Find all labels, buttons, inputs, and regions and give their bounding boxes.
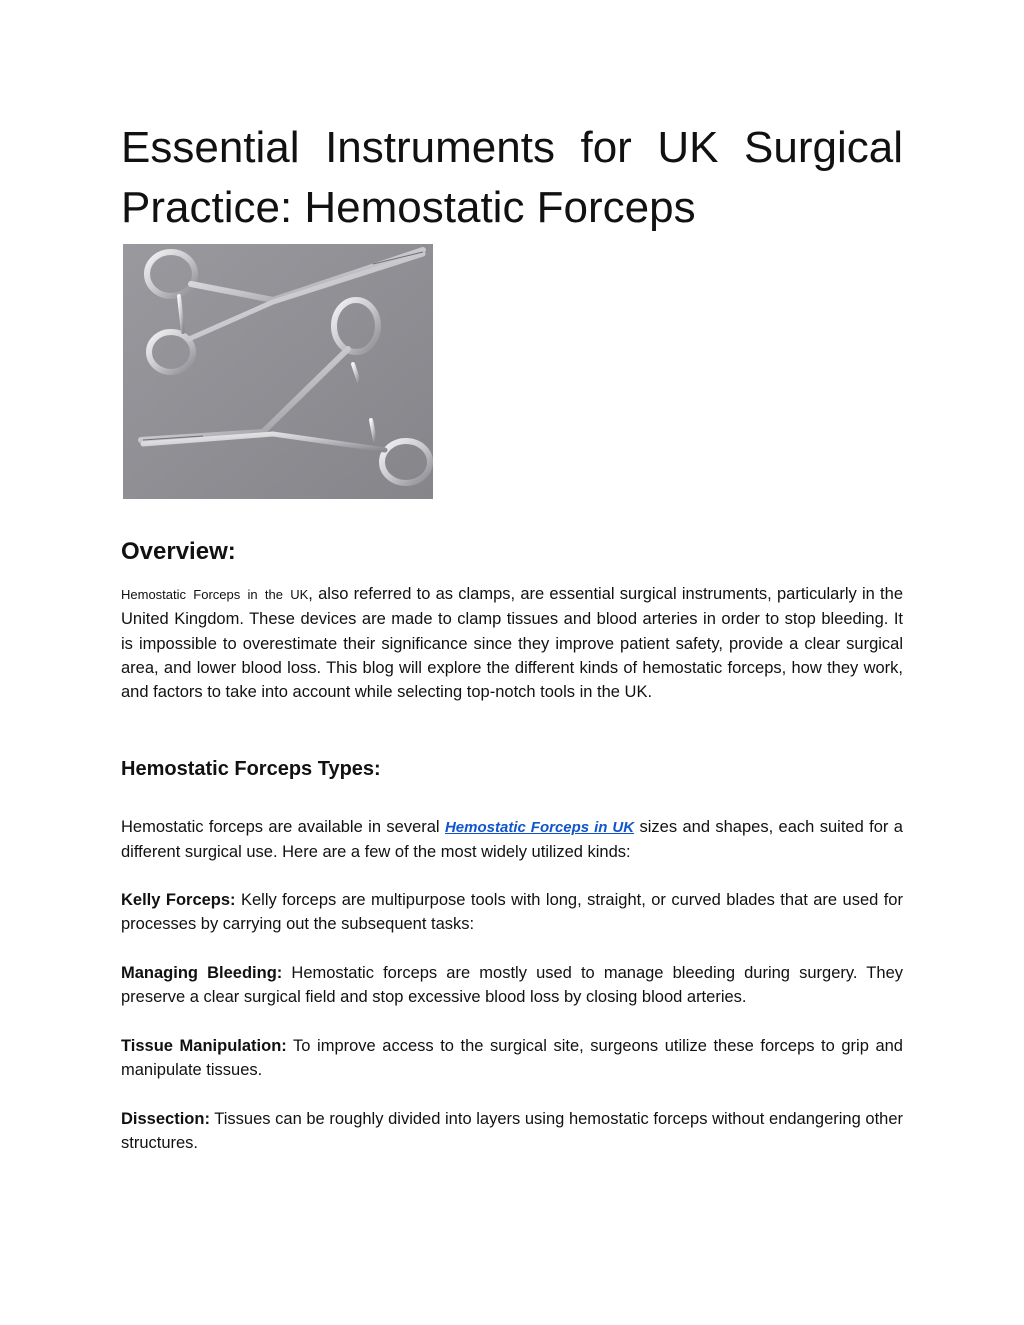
overview-heading: Overview: bbox=[121, 538, 236, 565]
dissection-label: Dissection: bbox=[121, 1110, 210, 1128]
forceps-image bbox=[123, 244, 433, 499]
hemostatic-forceps-photo-icon bbox=[123, 244, 433, 499]
overview-body: , also referred to as clamps, are essential surgical instruments, particularly in the United Kingdom. These devices are made to clamp tissues and blood arteries in order to stop bleeding. It is impossible to overestimate their significance since they improve patient safety, provide a clear surgical area, and lower blood loss. This blog will explore the different kinds of hemostatic forceps, how they work, and factors to take into account while selecting top-notch tools in the UK. bbox=[121, 585, 903, 702]
hemostatic-forceps-link[interactable]: Hemostatic Forceps in UK bbox=[444, 819, 635, 836]
tissue-manipulation-label: Tissue Manipulation: bbox=[121, 1037, 287, 1055]
kelly-forceps-label: Kelly Forceps: bbox=[121, 891, 236, 909]
types-intro-paragraph bbox=[121, 815, 903, 865]
managing-bleeding-text: Hemostatic forceps are mostly used to manage bleeding during surgery. They preserve a clear surgical field and stop excessive blood loss by closing blood arteries. bbox=[121, 964, 903, 1007]
overview-lead-run: Hemostatic Forceps in the UK bbox=[121, 587, 309, 602]
types-heading: Hemostatic Forceps Types: bbox=[121, 758, 381, 780]
managing-bleeding-label: Managing Bleeding: bbox=[121, 964, 283, 982]
tissue-manipulation-text: To improve access to the surgical site, surgeons utilize these forceps to grip and manipulate tissues. bbox=[121, 1037, 903, 1080]
types-intro-after: sizes and shapes, each suited for a different surgical use. Here are a few of the most widely utilized kinds: bbox=[121, 818, 903, 862]
kelly-forceps-text: Kelly forceps are multipurpose tools with long, straight, or curved blades that are used for processes by carrying out the subsequent tasks: bbox=[121, 891, 903, 934]
dissection-text: Tissues can be roughly divided into layers using hemostatic forceps without endangering other structures. bbox=[121, 1110, 903, 1153]
page-title: Essential Instruments for UK Surgical Practice: Hemostatic Forceps bbox=[121, 123, 903, 232]
tissue-manipulation-paragraph bbox=[121, 1034, 903, 1083]
dissection-paragraph bbox=[121, 1107, 903, 1156]
overview-paragraph bbox=[121, 582, 903, 704]
kelly-forceps-paragraph bbox=[121, 888, 903, 937]
managing-bleeding-paragraph bbox=[121, 961, 903, 1010]
types-intro-before: Hemostatic forceps are available in several bbox=[121, 818, 440, 836]
